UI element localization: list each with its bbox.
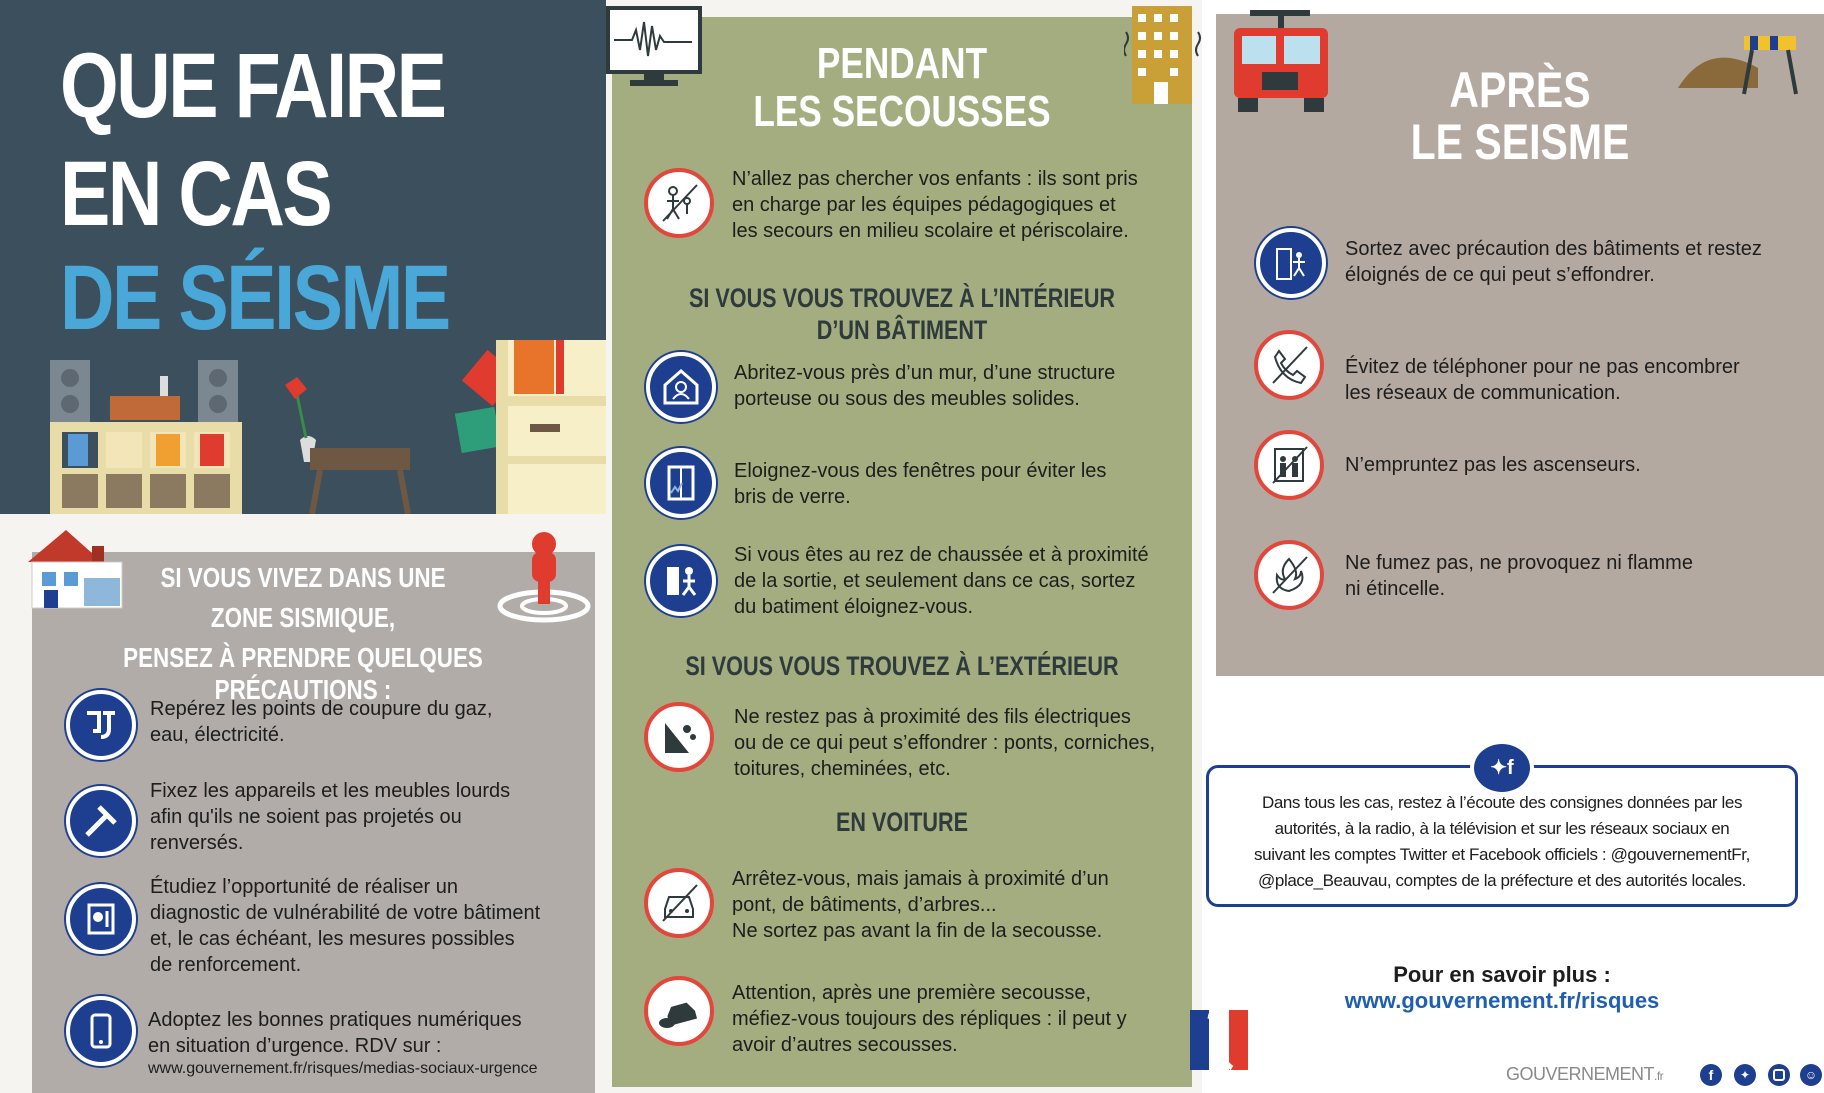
gouvernement-logo: GOUVERNEMENT.fr <box>1506 1064 1664 1084</box>
precautions-heading-line3: PENSEZ À PRENDRE QUELQUES PRÉCAUTIONS : <box>123 642 483 705</box>
after-1-text: Sortez avec précaution des bâtiments et restez éloignés de ce qui peut s’effondrer. <box>1345 238 1762 286</box>
after-2-text: Évitez de téléphoner pour ne pas encombrer les réseaux de communication. <box>1345 356 1740 404</box>
info-text: Dans tous les cas, restez à l’écoute des consignes données par les autorités, à la radio, à la télévision et sur les réseaux sociaux en suivant les comptes Twitter et Facebook officiels : @gouvernementFr, @place_Beauvau, comptes de la préfecture et des autorités locales. <box>1254 793 1750 890</box>
smartphone-icon <box>66 996 136 1066</box>
inside-3-text: Si vous êtes au rez de chaussée et à proximité de la sortie, et seulement dans ce cas, sortez du batiment éloignez-vous. <box>734 544 1149 618</box>
utility-shutoff-icon <box>66 690 136 760</box>
precaution-2-text: Fixez les appareils et les meubles lourds afin qu'ils ne soient pas projetés ou renversés. <box>150 780 511 854</box>
no-elevator-icon <box>1254 430 1324 500</box>
after-title-line2: LE SEISME <box>1410 114 1630 170</box>
living-room-illustration <box>0 340 606 514</box>
after-4-text: Ne fumez pas, ne provoquez ni flamme ni étincelle. <box>1345 552 1693 600</box>
inside-heading-line1: SI VOUS VOUS TROUVEZ À L’INTÉRIEUR <box>688 283 1116 313</box>
urgency-link[interactable]: www.gouvernement.fr/risques/medias-sociaux-urgence <box>148 1060 538 1077</box>
after-3-text: N’empruntez pas les ascenseurs. <box>1345 454 1641 476</box>
after-title-line1: APRÈS <box>1449 62 1591 118</box>
outside-heading: SI VOUS VOUS TROUVEZ À L’EXTÉRIEUR <box>685 651 1119 681</box>
inside-1-text: Abritez-vous près d’un mur, d’une structure porteuse ou sous des meubles solides. <box>734 362 1116 410</box>
inside-2-text: Eloignez-vous des fenêtres pour éviter les bris de verre. <box>734 460 1107 508</box>
main-title-line3: DE SÉISME <box>60 247 449 349</box>
during-title-line1: PENDANT <box>816 39 988 88</box>
falling-debris-icon <box>644 702 714 772</box>
crashed-car-icon <box>644 976 714 1046</box>
inside-heading-line2: D’UN BÂTIMENT <box>816 315 988 345</box>
precautions-heading-line1: SI VOUS VIVEZ DANS UNE <box>160 562 446 593</box>
precaution-4-text: Adoptez les bonnes pratiques numériques en situation d’urgence. RDV sur : www.gouvernement.fr/risques/medias-sociaux-urgence <box>148 1009 538 1077</box>
more-info-link[interactable]: www.gouvernement.fr/risques <box>1344 988 1660 1013</box>
precaution-1-text: Repérez les points de coupure du gaz, eau, électricité. <box>150 698 493 746</box>
car-2-text: Attention, après une première secousse, méfiez-vous toujours des répliques : il peut y avoir d’autres secousses. <box>732 982 1127 1056</box>
no-stop-car-icon <box>644 868 714 938</box>
car-1-text: Arrêtez-vous, mais jamais à proximité d’un pont, de bâtiments, d’arbres... Ne sortez pas avant la fin de la secousse. <box>732 868 1109 942</box>
during-title-line2: LES SECOUSSES <box>753 87 1051 136</box>
window-glass-icon <box>646 448 716 518</box>
main-title-line2: EN CAS <box>60 143 331 245</box>
facebook-icon[interactable]: f <box>1700 1064 1722 1086</box>
car-heading: EN VOITURE <box>835 807 969 837</box>
marianne-logo-icon <box>1190 1010 1248 1070</box>
no-flame-icon <box>1254 540 1324 610</box>
building-icon <box>1124 2 1204 106</box>
exit-door-icon <box>646 546 716 616</box>
shelter-icon <box>646 352 716 422</box>
social-bird-icon: ✦f <box>1470 740 1534 796</box>
exit-building-icon <box>1256 228 1326 298</box>
snapchat-icon[interactable]: ☺ <box>1800 1064 1822 1086</box>
outside-text: Ne restez pas à proximité des fils électriques ou de ce qui peut s’effondrer : ponts, corniches, toitures, cheminées, etc. <box>734 706 1156 780</box>
no-children-pickup-icon <box>644 168 714 238</box>
instagram-icon[interactable] <box>1768 1064 1790 1086</box>
hero-panel <box>0 0 606 514</box>
diagnostic-icon <box>66 884 136 954</box>
twitter-icon[interactable]: ✦ <box>1734 1064 1756 1086</box>
main-title-line1: QUE FAIRE <box>60 35 445 137</box>
hammer-icon <box>66 786 136 856</box>
more-info-label: Pour en savoir plus : <box>1393 962 1611 987</box>
precautions-heading-line2: ZONE SISMIQUE, <box>210 602 396 633</box>
children-text: N’allez pas chercher vos enfants : ils sont pris en charge par les équipes pédagogiques et les secours en milieu scolaire et périscolaire. <box>732 168 1138 242</box>
precaution-3-text: Étudiez l’opportunité de réaliser un diagnostic de vulnérabilité de votre bâtiment et, le cas échéant, les mesures possibles de renforcement. <box>150 876 541 976</box>
no-phone-icon <box>1254 330 1324 400</box>
